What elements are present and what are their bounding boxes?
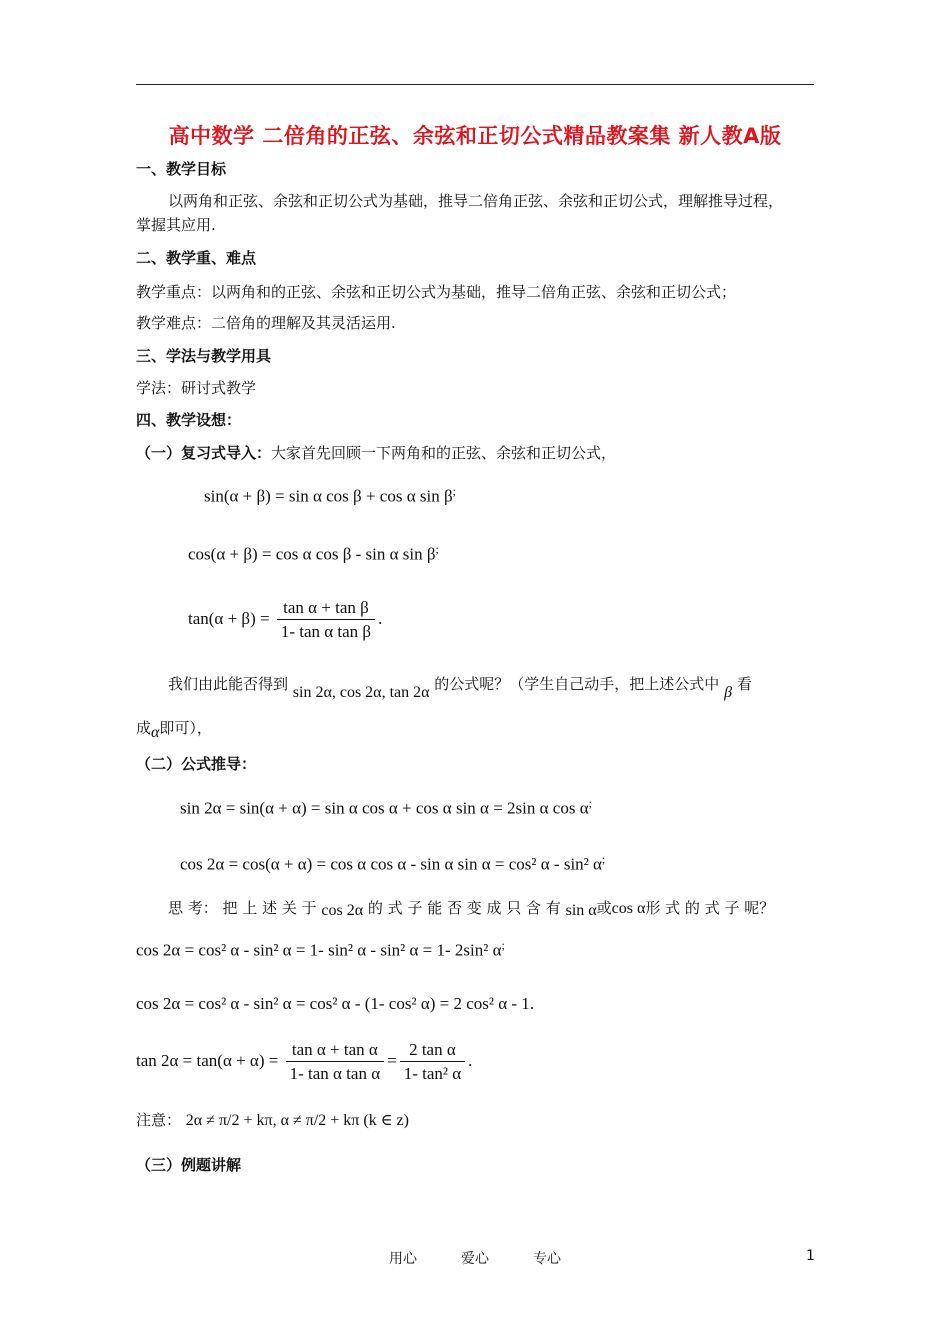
- methods-text: 学法：研讨式教学: [136, 379, 257, 397]
- formula-cos-double: cos 2α = cos(α + α) = cos α cos α - sin α sin α = cos² α - sin² α;: [180, 852, 606, 874]
- subsection-heading-review: （一）复习式导入：: [136, 444, 272, 462]
- question-line-2: 成α即可），: [136, 719, 212, 741]
- question-line: 我们由此能否得到 sin 2α, cos 2α, tan 2α 的公式呢？（学生自己动手，把上述公式中 β 看: [168, 675, 752, 701]
- section-heading-objectives: 一、教学目标: [136, 160, 227, 178]
- page-number: 1: [806, 1248, 815, 1264]
- formula-cos-sum: cos(α + β) = cos α cos β - sin α sin β;: [188, 542, 439, 564]
- tan-double-fraction-2: $\frac{\text{2 tan α}}{\text{1- tan² α}}$: [400, 1040, 465, 1084]
- formula-tan-double: tan 2α = tan(α + α) = $\frac{\text{tan α + tan α}}{\text{1- tan α tan α}}$ = $\frac{\text{2 tan α}}{\text{1- tan² α}}$ .: [136, 1040, 473, 1083]
- double-angle-inline-formula: sin 2α, cos 2α, tan 2α: [292, 684, 430, 701]
- tan-sum-fraction: $\frac{\text{tan α + tan β}}{\text{1- tan α tan β}}$: [277, 598, 375, 642]
- header-rule: [136, 84, 814, 85]
- subsection-heading-examples: （三）例题讲解: [136, 1156, 242, 1174]
- tan-double-fraction-1: $\frac{\text{tan α + tan α}}{\text{1- tan α tan α}}$: [286, 1040, 385, 1084]
- formula-sin-double: sin 2α = sin(α + α) = sin α cos α + cos α sin α = 2sin α cos α;: [180, 796, 592, 818]
- subsection-heading-derivation: （二）公式推导：: [136, 755, 257, 773]
- think-line: 思 考： 把 上 述 关 于 cos 2α 的 式 子 能 否 变 成 只 含 有 sin α或cos α形 式 的 式 子 呢？: [168, 899, 775, 919]
- note-formula: 2α ≠ π/2 + kπ, α ≠ π/2 + kπ (k ∈ z): [185, 1112, 409, 1129]
- formula-tan-sum: tan(α + β) = $\frac{\text{tan α + tan β}}{\text{1- tan α tan β}}$ .: [188, 598, 383, 641]
- formula-cos-double-cos-form: cos 2α = cos² α - sin² α = cos² α - (1- cos² α) = 2 cos² α - 1.: [136, 994, 535, 1013]
- page-footer: 用心 爱心 专心: [389, 1251, 561, 1267]
- review-intro-line: [136, 441, 616, 465]
- difficulty-text: 教学难点：二倍角的理解及其灵活运用.: [136, 314, 396, 332]
- section-heading-design: 四、教学设想：: [136, 411, 242, 429]
- section-heading-methods: 三、学法与教学用具: [136, 347, 272, 365]
- section-heading-key-points: 二、教学重、难点: [136, 249, 257, 267]
- note-line: 注意： 2α ≠ π/2 + kπ, α ≠ π/2 + kπ (k ∈ z): [136, 1111, 409, 1129]
- formula-cos-double-sin-form: cos 2α = cos² α - sin² α = 1- sin² α - sin² α = 1- 2sin² α;: [136, 938, 505, 960]
- document-title: 高中数学 二倍角的正弦、余弦和正切公式精品教案集 新人教A版: [168, 124, 782, 148]
- review-intro-text: 大家首先回顾一下两角和的正弦、余弦和正切公式，: [271, 444, 617, 462]
- key-point-text: 教学重点：以两角和的正弦、余弦和正切公式为基础，推导二倍角正弦、余弦和正切公式；: [136, 283, 737, 301]
- formula-sin-sum: sin(α + β) = sin α cos β + cos α sin β;: [204, 484, 456, 506]
- objectives-text-2: 掌握其应用.: [136, 216, 216, 234]
- objectives-text-1: 以两角和正弦、余弦和正切公式为基础，推导二倍角正弦、余弦和正切公式，理解推导过程，: [168, 192, 784, 210]
